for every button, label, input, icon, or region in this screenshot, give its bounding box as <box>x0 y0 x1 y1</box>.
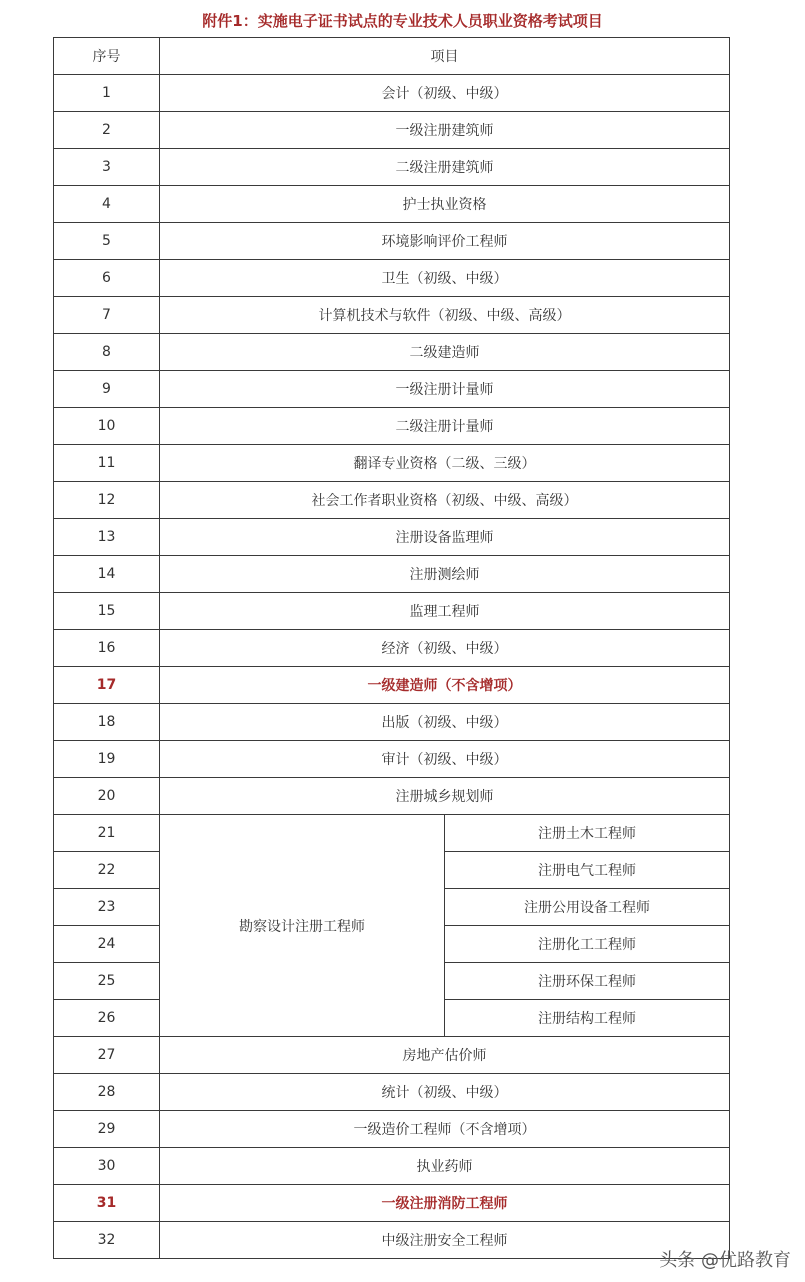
row-index: 19 <box>54 741 160 778</box>
row-item: 经济（初级、中级） <box>160 630 730 667</box>
row-sub-item: 注册化工工程师 <box>445 926 730 963</box>
row-index: 17 <box>54 667 160 704</box>
row-index: 12 <box>54 482 160 519</box>
table-row <box>54 556 730 593</box>
row-index: 20 <box>54 778 160 815</box>
row-item: 监理工程师 <box>160 593 730 630</box>
row-item: 翻译专业资格（二级、三级） <box>160 445 730 482</box>
table-body <box>54 38 730 1259</box>
table-header-row <box>54 38 730 75</box>
row-index: 5 <box>54 223 160 260</box>
row-item: 一级注册计量师 <box>160 371 730 408</box>
row-index: 3 <box>54 149 160 186</box>
exam-items-table <box>53 37 730 1259</box>
row-index: 9 <box>54 371 160 408</box>
row-index: 23 <box>54 889 160 926</box>
row-item: 注册测绘师 <box>160 556 730 593</box>
row-item: 注册设备监理师 <box>160 519 730 556</box>
row-item: 二级建造师 <box>160 334 730 371</box>
row-index: 10 <box>54 408 160 445</box>
row-item: 护士执业资格 <box>160 186 730 223</box>
table-row <box>54 1185 730 1222</box>
table-row <box>54 1037 730 1074</box>
row-index: 29 <box>54 1111 160 1148</box>
table-row <box>54 334 730 371</box>
table-row <box>54 149 730 186</box>
header-item: 项目 <box>160 38 730 75</box>
header-index: 序号 <box>54 38 160 75</box>
table-row <box>54 297 730 334</box>
row-index: 2 <box>54 112 160 149</box>
row-item: 统计（初级、中级） <box>160 1074 730 1111</box>
group-label: 勘察设计注册工程师 <box>160 815 445 1037</box>
row-index: 13 <box>54 519 160 556</box>
row-index: 31 <box>54 1185 160 1222</box>
table-row <box>54 667 730 704</box>
row-item: 审计（初级、中级） <box>160 741 730 778</box>
row-index: 28 <box>54 1074 160 1111</box>
table-row <box>54 482 730 519</box>
row-sub-item: 注册环保工程师 <box>445 963 730 1000</box>
row-item: 会计（初级、中级） <box>160 75 730 112</box>
table-row <box>54 75 730 112</box>
row-index: 18 <box>54 704 160 741</box>
row-index: 27 <box>54 1037 160 1074</box>
row-index: 25 <box>54 963 160 1000</box>
row-index: 15 <box>54 593 160 630</box>
row-item: 卫生（初级、中级） <box>160 260 730 297</box>
row-item: 房地产估价师 <box>160 1037 730 1074</box>
document-title: 附件1：实施电子证书试点的专业技术人员职业资格考试项目 <box>202 12 603 30</box>
row-item: 二级注册建筑师 <box>160 149 730 186</box>
table-row <box>54 519 730 556</box>
table-row <box>54 1111 730 1148</box>
table-row <box>54 223 730 260</box>
table-row <box>54 445 730 482</box>
table-row <box>54 371 730 408</box>
row-index: 26 <box>54 1000 160 1037</box>
row-index: 8 <box>54 334 160 371</box>
table-row <box>54 408 730 445</box>
row-sub-item: 注册土木工程师 <box>445 815 730 852</box>
row-item: 环境影响评价工程师 <box>160 223 730 260</box>
table-row <box>54 815 730 852</box>
row-item: 出版（初级、中级） <box>160 704 730 741</box>
row-index: 4 <box>54 186 160 223</box>
table-row <box>54 630 730 667</box>
row-sub-item: 注册公用设备工程师 <box>445 889 730 926</box>
row-item: 中级注册安全工程师 <box>160 1222 730 1259</box>
row-item: 一级建造师（不含增项） <box>160 667 730 704</box>
row-item: 社会工作者职业资格（初级、中级、高级） <box>160 482 730 519</box>
row-item: 一级注册消防工程师 <box>160 1185 730 1222</box>
table-row <box>54 112 730 149</box>
row-item: 二级注册计量师 <box>160 408 730 445</box>
row-index: 6 <box>54 260 160 297</box>
row-index: 24 <box>54 926 160 963</box>
table-row <box>54 1074 730 1111</box>
watermark: 头条 @优路教育 <box>659 1250 791 1271</box>
row-item: 一级造价工程师（不含增项） <box>160 1111 730 1148</box>
row-index: 14 <box>54 556 160 593</box>
table-row <box>54 1148 730 1185</box>
table-row <box>54 778 730 815</box>
table-row <box>54 741 730 778</box>
row-index: 1 <box>54 75 160 112</box>
row-item: 一级注册建筑师 <box>160 112 730 149</box>
table-row <box>54 593 730 630</box>
row-index: 22 <box>54 852 160 889</box>
table-row <box>54 260 730 297</box>
row-index: 16 <box>54 630 160 667</box>
row-item: 执业药师 <box>160 1148 730 1185</box>
row-index: 7 <box>54 297 160 334</box>
row-sub-item: 注册结构工程师 <box>445 1000 730 1037</box>
row-item: 注册城乡规划师 <box>160 778 730 815</box>
table-row <box>54 704 730 741</box>
row-sub-item: 注册电气工程师 <box>445 852 730 889</box>
row-index: 21 <box>54 815 160 852</box>
table-row <box>54 186 730 223</box>
row-index: 11 <box>54 445 160 482</box>
table-row <box>54 1222 730 1259</box>
row-index: 30 <box>54 1148 160 1185</box>
row-item: 计算机技术与软件（初级、中级、高级） <box>160 297 730 334</box>
row-index: 32 <box>54 1222 160 1259</box>
